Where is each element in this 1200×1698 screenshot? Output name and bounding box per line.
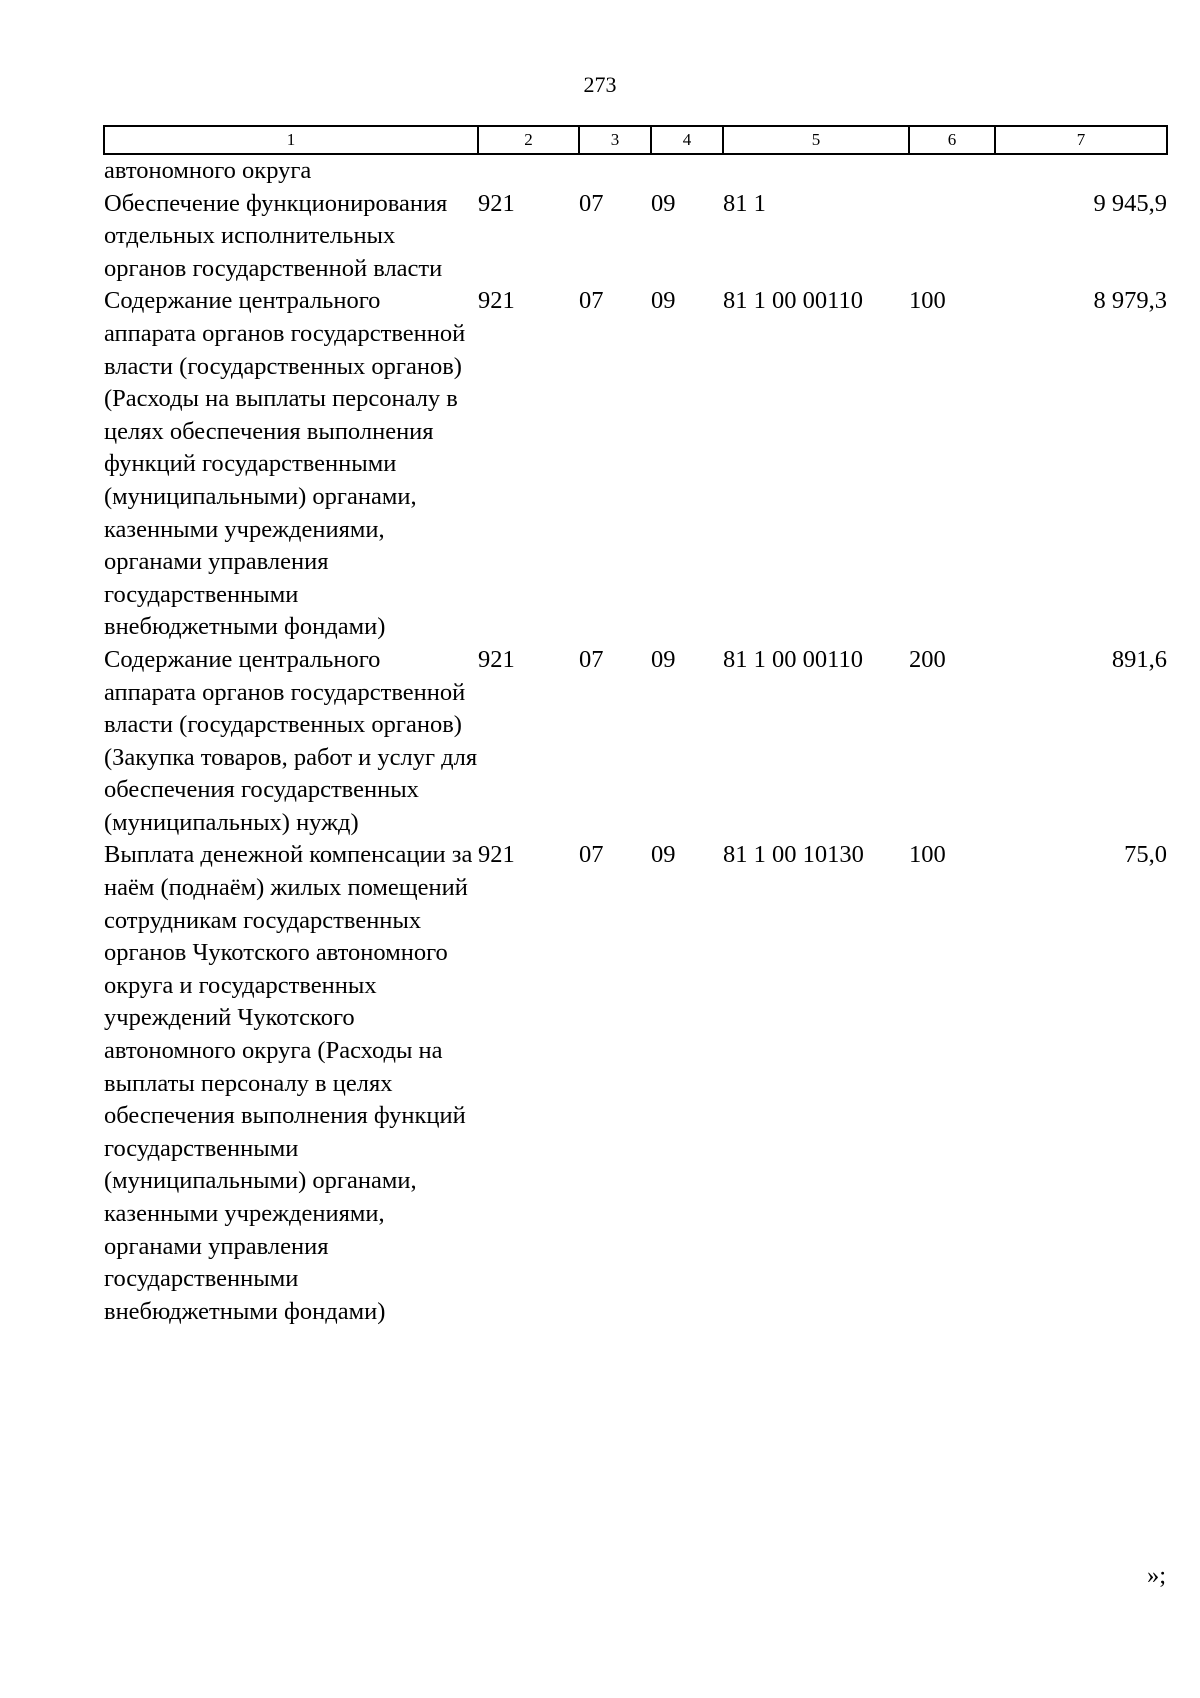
row-sum: 8 979,3: [1093, 287, 1167, 315]
table-row: [104, 188, 1167, 286]
table-row: [104, 839, 1167, 1328]
header-cell-3: 3: [579, 126, 651, 154]
row-csr: 81 1 00 00110: [723, 645, 863, 673]
row-gr: 921: [478, 645, 515, 673]
row-gr: 921: [478, 287, 515, 315]
budget-table: [103, 125, 1168, 1328]
row-pr: 09: [651, 287, 676, 315]
header-row: [104, 126, 1167, 154]
row-sum: 891,6: [1111, 645, 1167, 673]
row-vr: 100: [909, 287, 946, 315]
row-vr: [909, 188, 995, 286]
row-vr: 200: [909, 645, 946, 673]
row-sum: 9 945,9: [1093, 189, 1167, 217]
row-rz: 07: [579, 841, 604, 869]
row-rz: 07: [579, 645, 604, 673]
table-row: [104, 644, 1167, 840]
closing-quote-mark: »;: [1146, 1562, 1166, 1589]
row-name: Содержание центрального аппарата органов государственной власти (государственных органов) (Закупка товаров, работ и услуг для обеспечения государственных (муниципальных) нужд): [104, 645, 478, 836]
header-cell-4: 4: [651, 126, 723, 154]
continuation-row: [104, 154, 1167, 188]
row-pr: 09: [651, 189, 676, 217]
header-cell-6: 6: [909, 126, 995, 154]
row-csr: 81 1: [723, 189, 766, 217]
row-name: Содержание центрального аппарата органов государственной власти (государственных органов) (Расходы на выплаты персоналу в целях обеспечения выполнения функций государственными (муниципальными) органами, казенными учреждениями, органами управления государственными внебюджетными фондами): [104, 287, 466, 641]
header-cell-2: 2: [478, 126, 579, 154]
row-name: Обеспечение функционирования отдельных исполнительных органов государственной власти: [104, 189, 448, 282]
page-number: 273: [583, 72, 617, 97]
header-cell-1: 1: [104, 126, 478, 154]
row-gr: 921: [478, 189, 515, 217]
row-gr: 921: [478, 841, 515, 869]
row-rz: 07: [579, 287, 604, 315]
row-name: Выплата денежной компенсации за наём (поднаём) жилых помещений сотрудникам государственных органов Чукотского автономного округа и государственных учреждений Чукотского автономного округа (Расходы на выплаты персоналу в целях обеспечения выполнения функций государственными (муниципальными) органами, казенными учреждениями, органами управления государственными внебюджетными фондами): [104, 841, 473, 1325]
header-cell-5: 5: [723, 126, 909, 154]
continuation-text: автономного округа: [104, 157, 312, 184]
row-vr: 100: [909, 841, 946, 869]
row-pr: 09: [651, 841, 676, 869]
row-rz: 07: [579, 189, 604, 217]
row-pr: 09: [651, 645, 676, 673]
row-csr: 81 1 00 00110: [723, 287, 863, 315]
table-row: [104, 285, 1167, 644]
header-cell-7: 7: [995, 126, 1167, 154]
row-csr: 81 1 00 10130: [723, 841, 864, 869]
row-sum: 75,0: [1124, 841, 1167, 869]
